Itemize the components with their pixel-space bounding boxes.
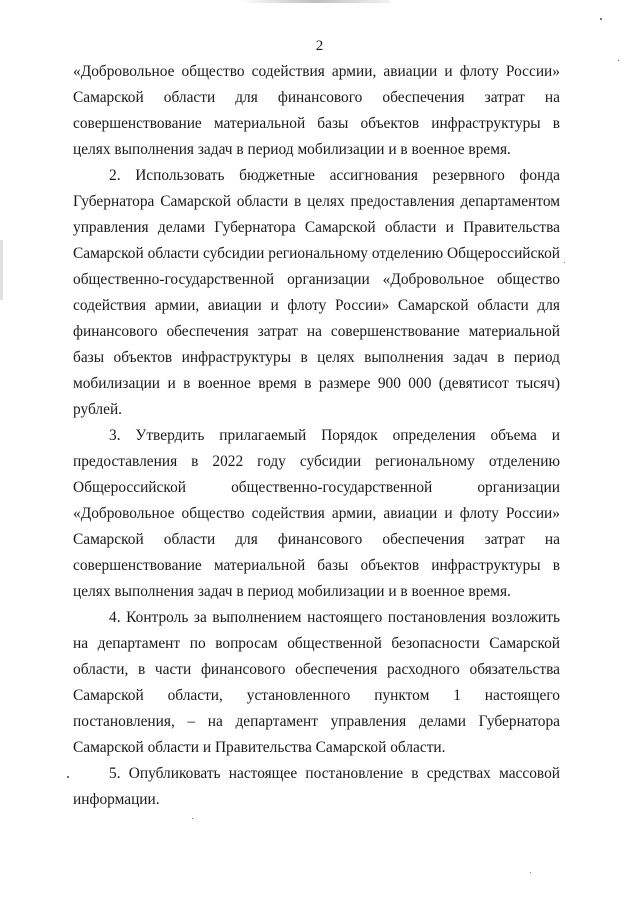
- scan-speck: [564, 262, 565, 263]
- scan-artifact: [240, 0, 390, 3]
- page-number: 2: [315, 38, 324, 54]
- scan-artifact: [0, 240, 3, 300]
- paragraph-item-3: 3. Утвердить прилагаемый Порядок определения объема и предоставления в 2022 году субсидии региональному отделению Общероссийской общественно-государственной организации «Добровольное общество содействия армии, авиации и флоту России» Самарской области для финансового обеспечения затрат на совершенствование материальной базы объектов инфраструктуры в целях выполнения задач в период мобилизации и в военное время.: [73, 427, 560, 600]
- scan-speck: [530, 872, 531, 873]
- paragraph-continuation: «Добровольное общество содействия армии, авиации и флоту России» Самарской области для финансового обеспечения затрат на совершенствование материальной базы объектов инфраструктуры в целях выполнения задач в период мобилизации и в военное время.: [73, 63, 560, 158]
- document-body: [73, 59, 560, 813]
- paragraph-item-2: 2. Использовать бюджетные ассигнования резервного фонда Губернатора Самарской области в целях предоставления департаментом управления делами Губернатора Самарской области и Правительства Самарской области субсидии региональному отделению Общероссийской общественно-государственной организации «Добровольное общество содействия армии, авиации и флоту России» Самарской области для финансового обеспечения затрат на совершенствование материальной базы объектов инфраструктуры в целях выполнения задач в период мобилизации и в военное время в размере 900 000 (девятисот тысяч) рублей.: [73, 167, 560, 418]
- scan-speck: [192, 818, 193, 819]
- paragraph-item-4: 4. Контроль за выполнением настоящего постановления возложить на департамент по вопросам общественной безопасности Самарской области, в части финансового обеспечения расходного обязательства Самарской области, установленного пунктом 1 настоящего постановления, – на департамент управления делами Губернатора Самарской области и Правительства Самарской области.: [73, 609, 560, 756]
- scan-speck: [618, 60, 619, 61]
- paragraph-item-5: 5. Опубликовать настоящее постановление в средствах массовой информации.: [73, 765, 560, 808]
- scan-speck: [67, 776, 69, 778]
- scan-speck: [600, 18, 602, 20]
